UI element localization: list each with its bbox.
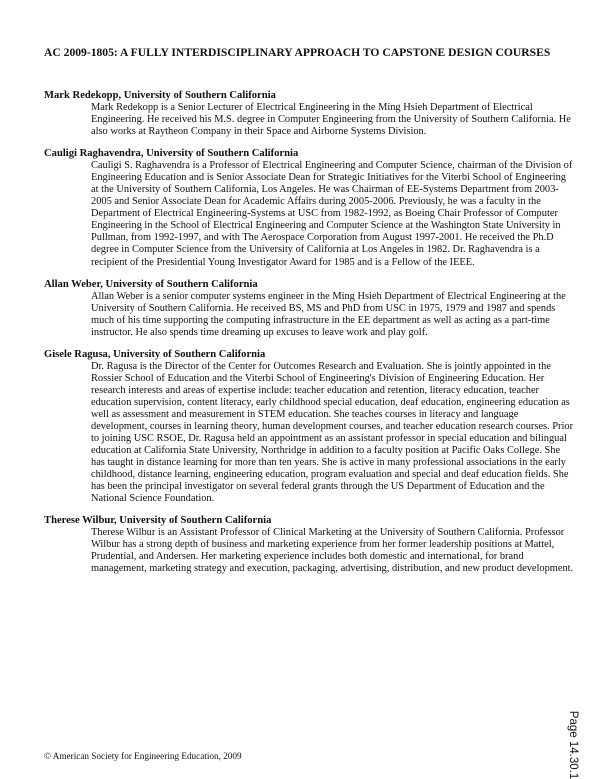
author-name: Allan Weber, University of Southern California (44, 278, 258, 290)
author-name: Cauligi Raghavendra, University of Southern California (44, 148, 299, 160)
author-description: Allan Weber is a senior computer systems engineer in the Ming Hsieh Department of Electrical Engineering at the University of Southern California. He received BS, MS and PhD from USC in 1975, 1979 and 1987 and spends much of his time supporting the computing infrastructure in the EE department as well as acting as a part-time instructor. He also spends time dreaming up excuses to leave work and play golf. (91, 290, 566, 338)
copyright-footer: © American Society for Engineering Education, 2009 (44, 751, 242, 761)
author-bio (44, 148, 574, 268)
author-description: Dr. Ragusa is the Director of the Center for Outcomes Research and Evaluation. She is jointly appointed in the Rossier School of Education and the Viterbi School of Engineering's Division of Engineering Education. Her research interests and areas of expertise include: teacher education and retention, literacy education, teacher education supervision, content literacy, early childhood special education, deaf education, engineering education as well as assessment and measurement in STEM education. She teaches courses in literacy and language development, courses in learning theory, human development courses, and teacher education research courses. Prior to joining USC RSOE, Dr. Ragusa held an appointment as an assistant professor in special education and bilingual education at California State University, Northridge in addition to a faculty position at Pacific Oaks College. She has taught in distance learning for more than ten years. She is active in many professional associations in the early childhood, distance learning, engineering education, program evaluation and special and deaf education fields. She has been the principal investigator on several federal grants through the US Department of Education and the National Science Foundation. (91, 360, 574, 505)
author-bio (44, 90, 574, 138)
page-number: Page 14.30.1 (567, 710, 579, 779)
author-description: Therese Wilbur is an Assistant Professor of Clinical Marketing at the University of Southern California. Professor Wilbur has a strong depth of business and marketing experience from her former leadership positions at Mattel, Prudential, and Andersen. Her marketing experience includes both domestic and international, for brand management, marketing strategy and execution, packaging, advertising, distribution, and new product development. (91, 527, 574, 575)
author-name: Gisele Ragusa, University of Southern California (44, 348, 266, 360)
author-name: Mark Redekopp, University of Southern California (44, 90, 276, 101)
author-description: Cauligi S. Raghavendra is a Professor of Electrical Engineering and Computer Science, chairman of the Division of Engineering Education and is Senior Associate Dean for Strategic Initiatives for the Viterbi School of Engineering at the University of Southern California, Los Angeles. He was Chairman of EE-Systems Department from 2003-2005 and Senior Associate Dean for Academic Affairs during 2005-2006. Previously, he was a faculty in the Department of Electrical Engineering-Systems at USC from 1982-1992, as Boeing Chair Professor of Computer Engineering in the School of Electrical Engineering and Computer Science at the Washington State University in Pullman, from 1992-1997, and with The Aerospace Corporation from August 1997-2001. He received the Ph.D degree in Computer Science from the University of California at Los Angeles in 1982. Dr. Raghavendra is a recipient of the Presidential Young Investigator Award for 1985 and is a Fellow of the IEEE. (91, 160, 573, 268)
author-name: Therese Wilbur, University of Southern California (44, 515, 272, 527)
page-number-stamp (563, 710, 583, 779)
author-bio (44, 349, 574, 506)
author-bio (44, 515, 574, 575)
author-bio (44, 279, 574, 339)
paper-title: AC 2009-1805: A FULLY INTERDISCIPLINARY APPROACH TO CAPSTONE DESIGN COURSES (44, 46, 551, 59)
author-bios (44, 90, 574, 586)
author-description: Mark Redekopp is a Senior Lecturer of Electrical Engineering in the Ming Hsieh Department of Electrical Engineering. He received his M.S. degree in Computer Engineering from the University of Southern California. He also works at Raytheon Company in their Space and Airborne Systems Division. (91, 102, 571, 138)
